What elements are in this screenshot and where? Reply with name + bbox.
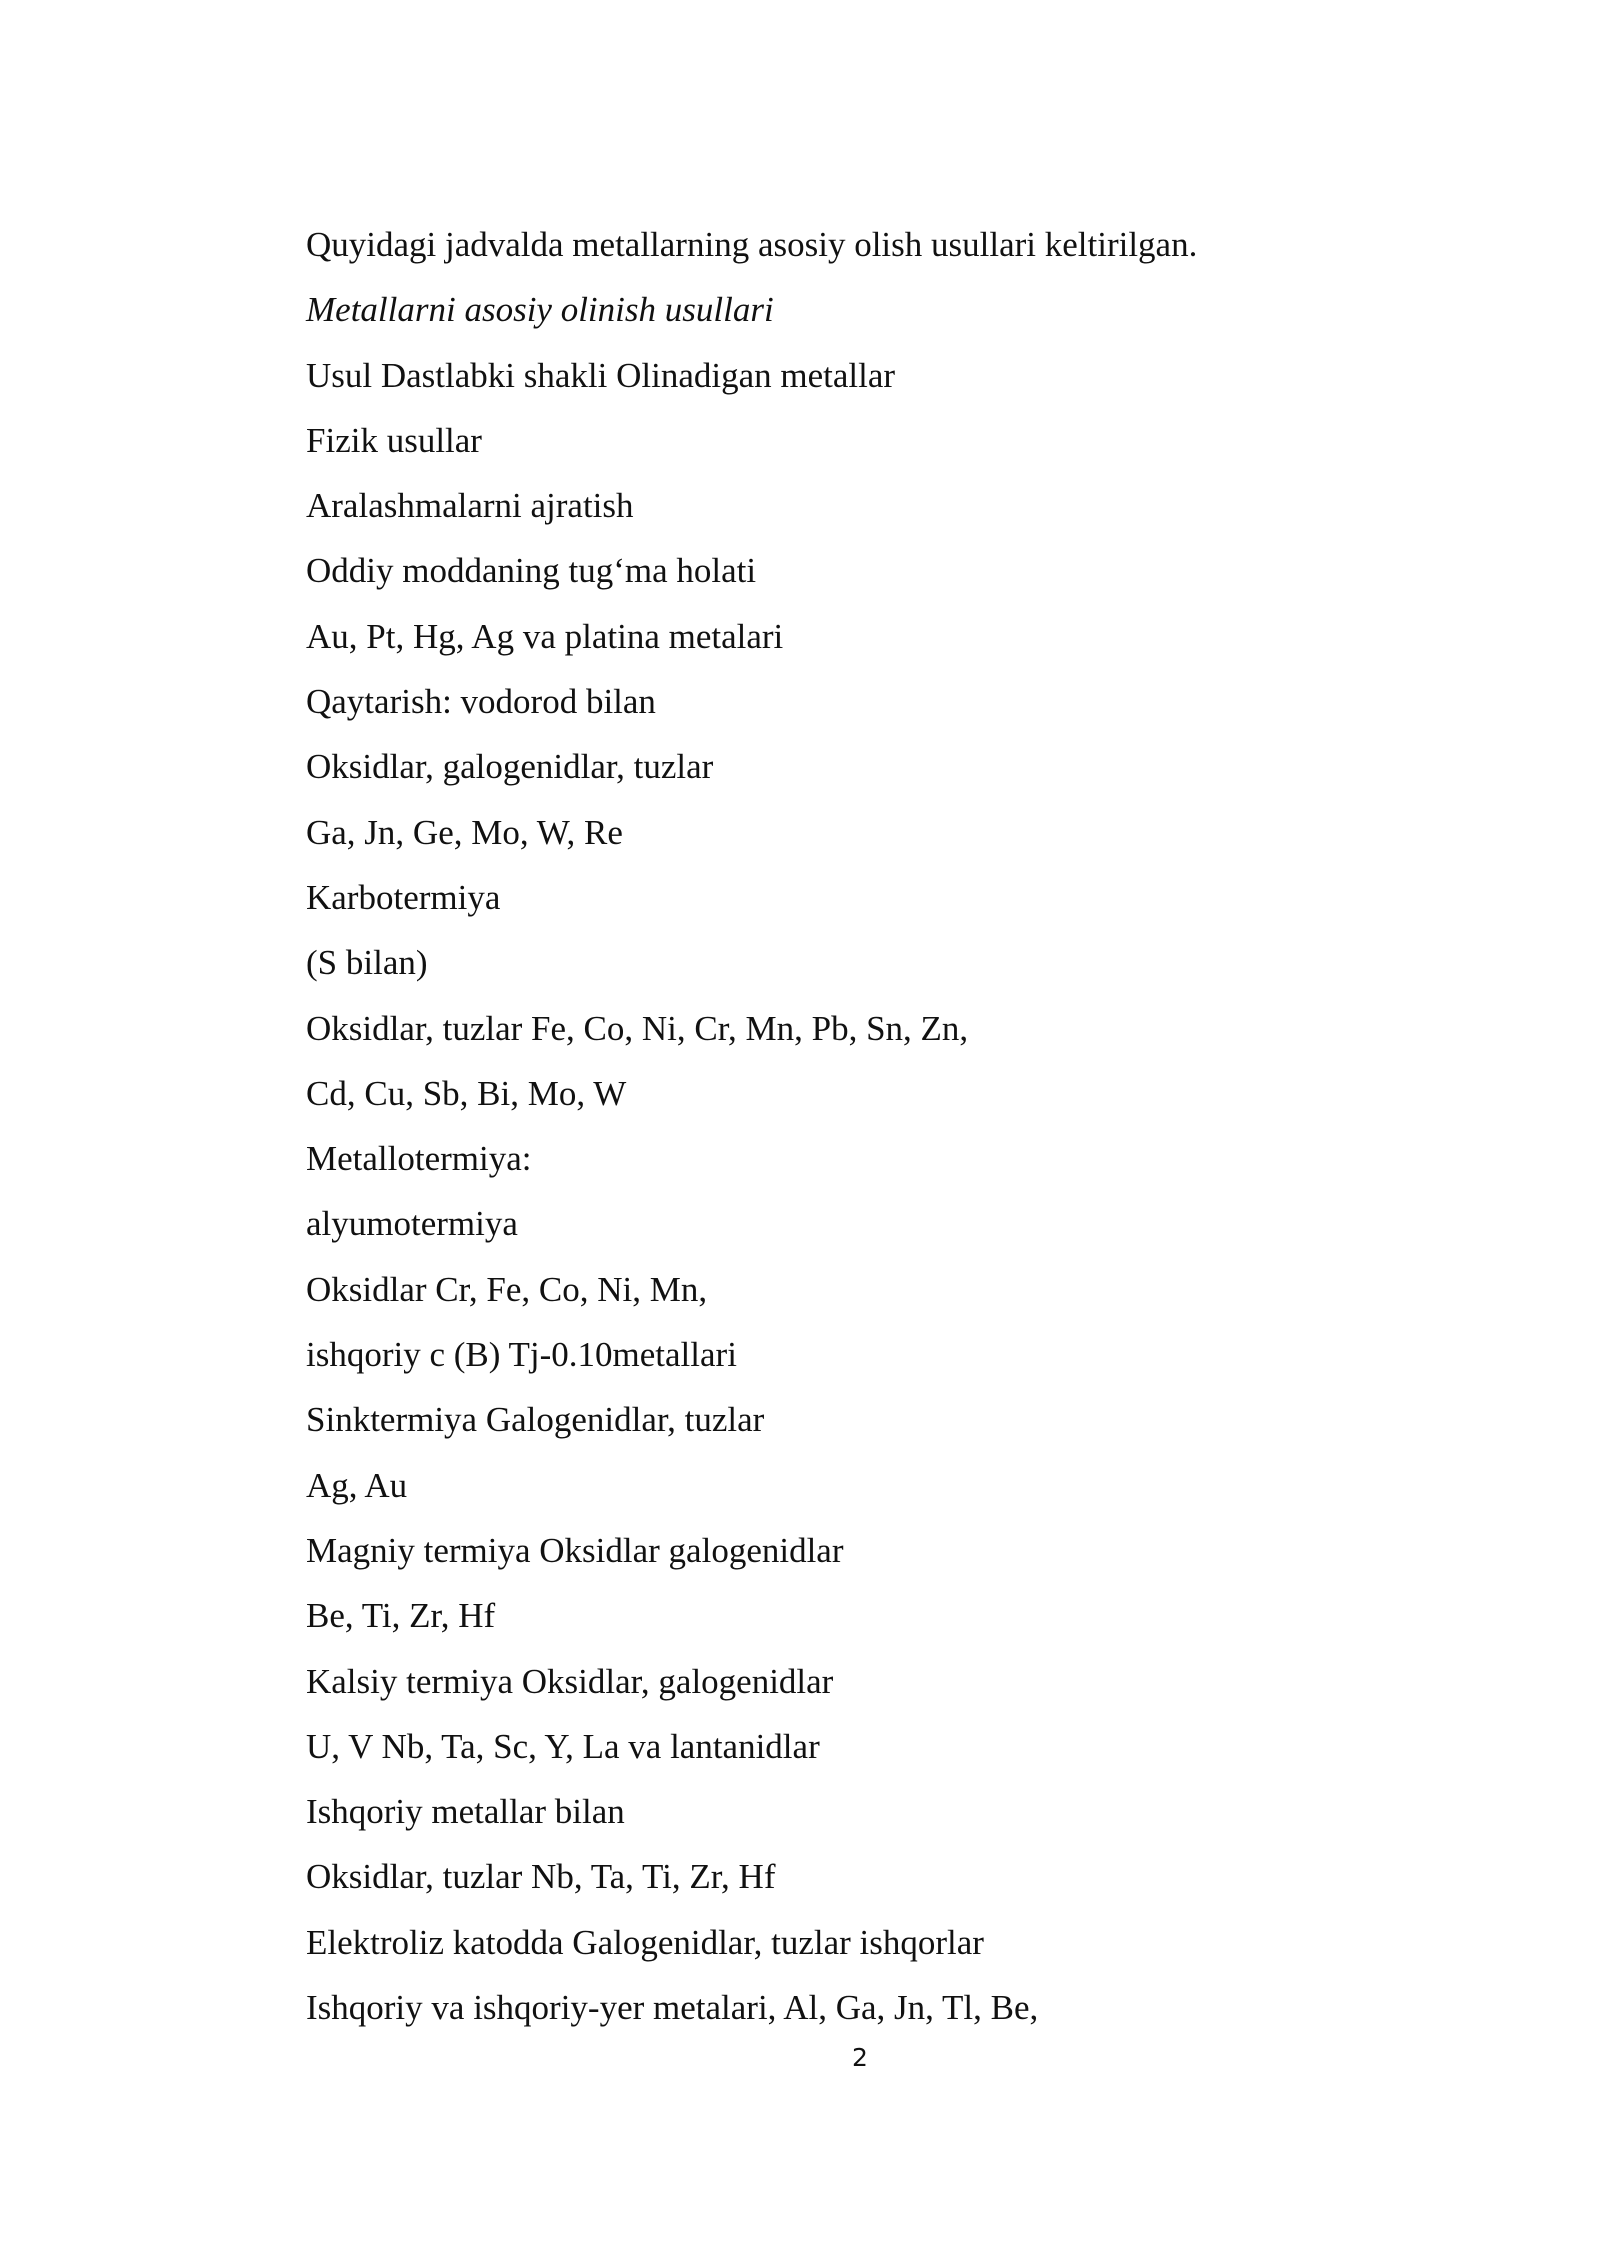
text-line: Elektroliz katodda Galogenidlar, tuzlar ishqorlar	[306, 1922, 984, 1962]
text-line: Usul Dastlabki shakli Olinadigan metallar	[306, 355, 896, 395]
text-line: Aralashmalarni ajratish	[306, 486, 634, 526]
text-line: Ishqoriy metallar bilan	[306, 1792, 625, 1832]
text-line: Oksidlar, tuzlar Fe, Co, Ni, Cr, Mn, Pb, Sn, Zn,	[306, 1008, 969, 1048]
text-line: Kalsiy termiya Oksidlar, galogenidlar	[306, 1661, 834, 1701]
intro-paragraph: Quyidagi jadvalda metallarning asosiy olish usullari keltirilgan.	[306, 225, 1198, 264]
text-line: Au, Pt, Hg, Ag va platina metalari	[306, 616, 784, 656]
document-body	[306, 212, 1406, 2040]
page-number: 2	[852, 2043, 868, 2072]
text-line: Fizik usullar	[306, 420, 482, 460]
text-line: Oddiy moddaning tug‘ma holati	[306, 551, 757, 591]
text-line: alyumotermiya	[306, 1204, 518, 1244]
text-line: Sinktermiya Galogenidlar, tuzlar	[306, 1400, 765, 1440]
text-line: Oksidlar, galogenidlar, tuzlar	[306, 747, 714, 787]
text-line: Oksidlar, tuzlar Nb, Ta, Ti, Zr, Hf	[306, 1857, 776, 1897]
text-line: Ishqoriy va ishqoriy-yer metalari, Al, Ga, Jn, Tl, Be,	[306, 1988, 1039, 2028]
text-line: Cd, Cu, Sb, Bi, Mo, W	[306, 1073, 627, 1113]
text-line: Ga, Jn, Ge, Mo, W, Re	[306, 812, 623, 852]
text-line: Be, Ti, Zr, Hf	[306, 1596, 496, 1636]
text-line: Magniy termiya Oksidlar galogenidlar	[306, 1530, 844, 1570]
text-line: Qaytarish: vodorod bilan	[306, 682, 656, 722]
text-line: U, V Nb, Ta, Sc, Y, La va lantanidlar	[306, 1726, 820, 1766]
text-line: Ag, Au	[306, 1465, 408, 1505]
text-line: ishqoriy c (B) Tj-0.10metallari	[306, 1335, 737, 1375]
text-line: Metallotermiya:	[306, 1139, 532, 1179]
text-line: (S bilan)	[306, 943, 428, 983]
text-line: Karbotermiya	[306, 877, 501, 917]
text-line: Oksidlar Cr, Fe, Co, Ni, Mn,	[306, 1269, 708, 1309]
table-caption: Metallarni asosiy olinish usullari	[306, 290, 774, 330]
